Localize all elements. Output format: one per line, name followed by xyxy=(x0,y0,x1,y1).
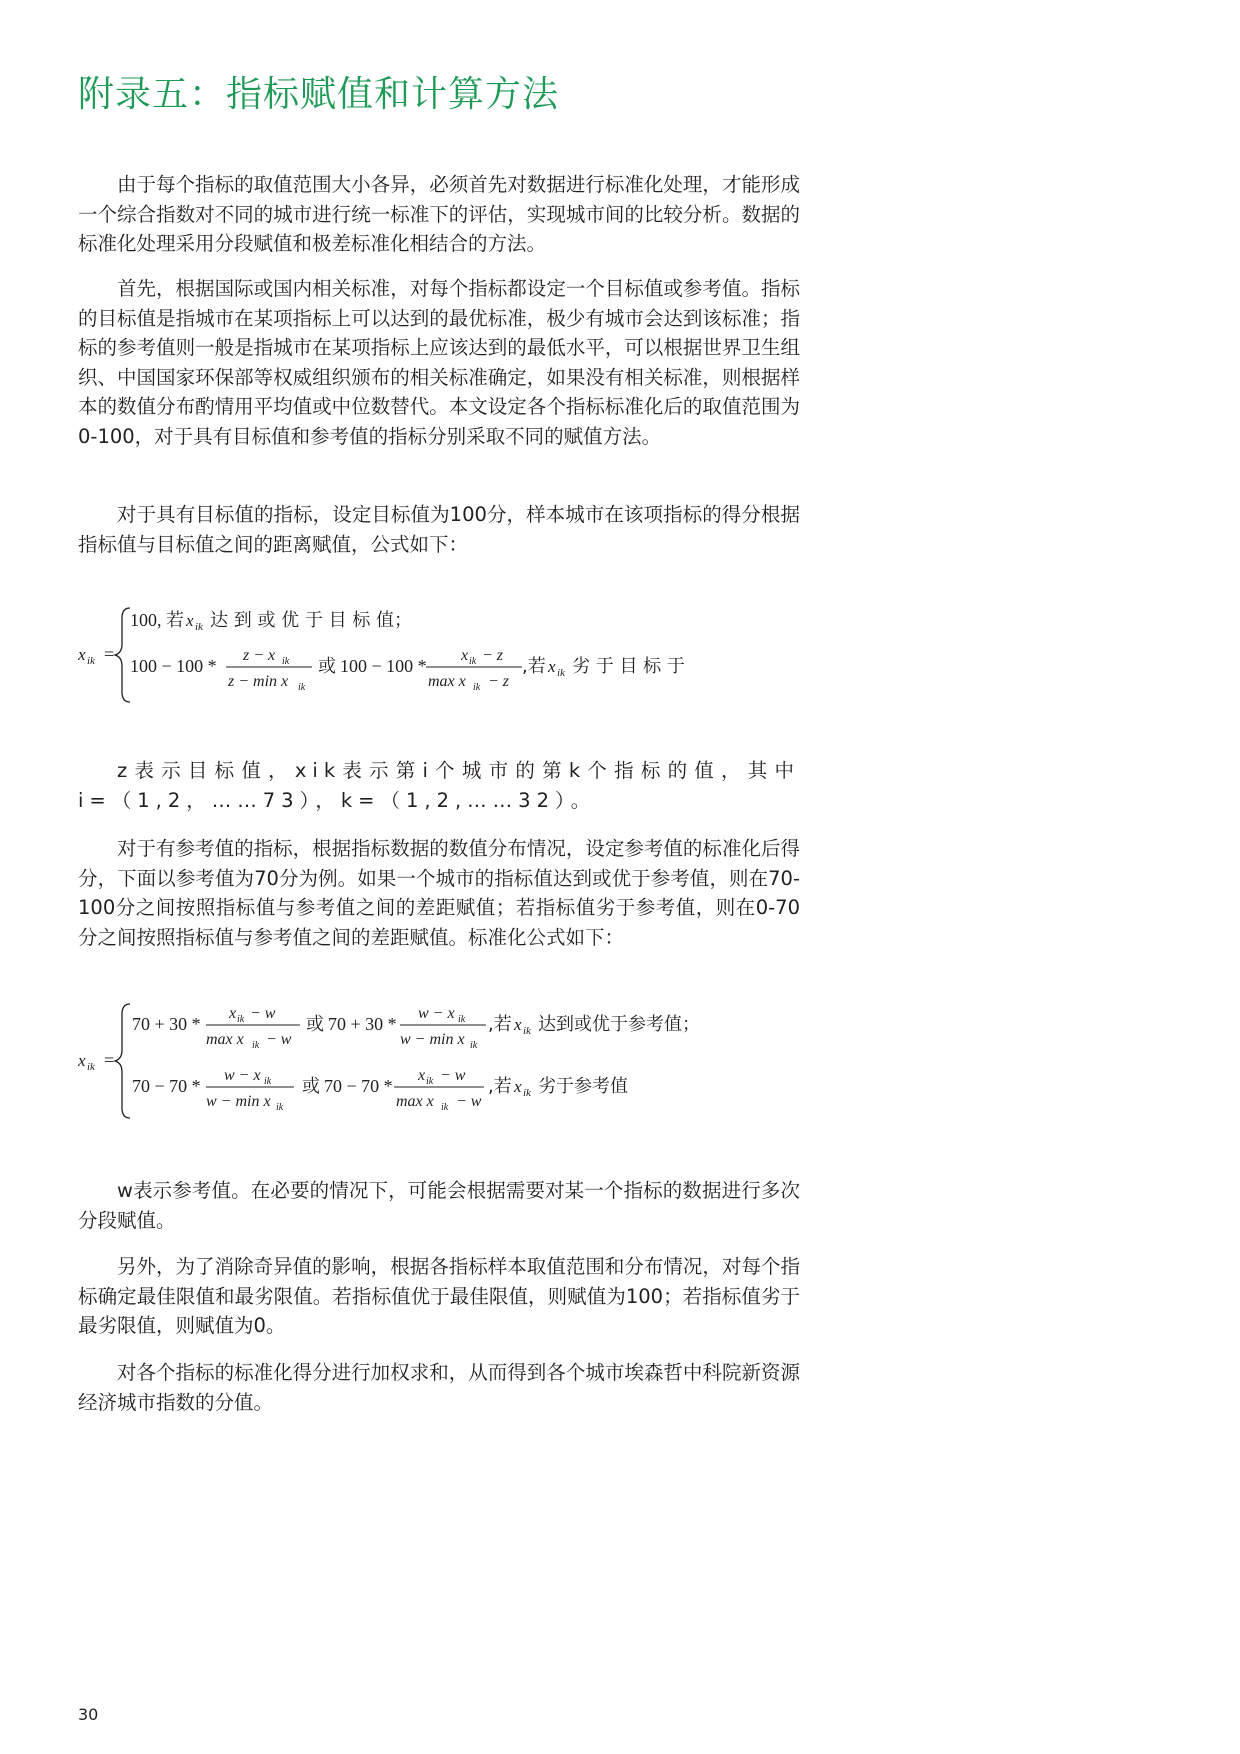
f2-case1-frac2-num-sub: ik xyxy=(458,1014,466,1025)
f2-case1-condition: 达到或优于参考值； xyxy=(538,1014,700,1035)
f2-case1-frac2-den: w − min x xyxy=(400,1031,465,1048)
f2-case2-condition: 劣于参考值 xyxy=(538,1076,628,1097)
case2-or: 或 xyxy=(318,656,336,677)
case2-frac2-num-sub: ik xyxy=(469,656,477,667)
f2-case2-frac2-num-tail: − w xyxy=(440,1067,466,1084)
case2-prefix-b: 100 − 100 * xyxy=(340,656,427,676)
f2-case1-prefix-b: 70 + 30 * xyxy=(328,1014,397,1034)
f2-case2-frac1-den: w − min x xyxy=(206,1093,271,1110)
f2-case1-frac2-num: w − x xyxy=(418,1005,455,1022)
case2-frac1-num-sub: ik xyxy=(282,656,290,667)
f2-case2-frac2-num-sub: ik xyxy=(426,1076,434,1087)
f2-case2-frac1-num-sub: ik xyxy=(264,1076,272,1087)
formula2-lhs-sub: ik xyxy=(87,1061,95,1073)
formula-equals: = xyxy=(104,644,115,664)
case2-x-sub: ik xyxy=(557,667,565,679)
f2-case1-x: x xyxy=(514,1015,522,1034)
left-brace xyxy=(115,608,130,702)
case1-value: 100, xyxy=(130,610,162,630)
f2-case2-x-sub: ik xyxy=(523,1087,531,1099)
formula2-lhs xyxy=(78,1050,114,1073)
case2-frac1-num: z − x xyxy=(243,647,276,664)
f2-case2-or: 或 xyxy=(302,1076,320,1097)
case1-if: 若 xyxy=(166,610,184,631)
f2-case1-frac2-den-sub: ik xyxy=(470,1040,478,1051)
case2-if: ,若 xyxy=(522,656,546,677)
formula-lhs xyxy=(78,644,114,667)
f2-case1-frac1-num: x xyxy=(229,1005,237,1022)
f2-case1-x-sub: ik xyxy=(523,1025,531,1037)
variable-definition-paragraph: z表示目标值，xik表示第i个城市的第k个指标的值，其中i=（1,2，……73），k=（1,2,……32）。 xyxy=(78,759,800,812)
case2-condition: 劣 于 目 标 于 xyxy=(572,656,685,677)
formula2-lhs-var: x xyxy=(78,1051,86,1070)
target-value-paragraph: 对于具有目标值的指标，设定目标值为100分，样本城市在该项指标的得分根据指标值与目标值之间的距离赋值，公式如下： xyxy=(78,503,800,556)
f2-case2-x: x xyxy=(514,1077,522,1096)
formula-lhs-sub: ik xyxy=(87,655,95,667)
f2-case2-frac1-den-sub: ik xyxy=(276,1102,284,1113)
case1-condition: 达 到 或 优 于 目 标 值； xyxy=(210,610,413,631)
reference-value-paragraph: 对于有参考值的指标，根据指标数据的数值分布情况，设定参考值的标准化后得分，下面以参考值为70分为例。如果一个城市的指标值达到或优于参考值，则在70-100分之间按照指标值与参考值之间的差距赋值；若指标值劣于参考值，则在0-70分之间按照指标值与参考值之间的差距赋值。标准化公式如下： xyxy=(78,837,800,949)
f2-case1-if: ,若 xyxy=(488,1014,512,1035)
f2-case2-prefix-a: 70 − 70 * xyxy=(132,1076,201,1096)
f2-case2-frac2-den: max x xyxy=(396,1093,434,1110)
f2-case2-prefix-b: 70 − 70 * xyxy=(324,1076,393,1096)
case2-frac2-num: x xyxy=(461,647,469,664)
target-value-formula xyxy=(78,600,798,710)
f2-case2-frac1-num: w − x xyxy=(224,1067,261,1084)
outlier-paragraph: 另外，为了消除奇异值的影响，根据各指标样本取值范围和分布情况，对每个指标确定最佳限值和最劣限值。若指标值优于最佳限值，则赋值为100；若指标值劣于最劣限值，则赋值为0。 xyxy=(78,1255,800,1337)
case2-frac2-num-tail: − z xyxy=(482,647,504,664)
f2-case1-or: 或 xyxy=(306,1014,324,1035)
case2-frac2-den-tail: − z xyxy=(488,673,510,690)
f2-case1-frac1-num-tail: − w xyxy=(250,1005,276,1022)
reference-definition-paragraph: w表示参考值。在必要的情况下，可能会根据需要对某一个指标的数据进行多次分段赋值。 xyxy=(78,1179,800,1232)
case2-x: x xyxy=(548,657,556,676)
left-brace xyxy=(115,1004,130,1118)
formula-lhs-var: x xyxy=(78,645,86,664)
f2-case2-frac2-num: x xyxy=(418,1067,426,1084)
f2-case2-if: ,若 xyxy=(488,1076,512,1097)
f2-case1-frac1-den-tail: − w xyxy=(266,1031,292,1048)
f2-case1-frac1-den: max x xyxy=(206,1031,244,1048)
standards-paragraph: 首先，根据国际或国内相关标准，对每个指标都设定一个目标值或参考值。指标的目标值是指城市在某项指标上可以达到的最优标准，极少有城市会达到该标准；指标的参考值则一般是指城市在某项指标上应该达到的最低水平，可以根据世界卫生组织、中国国家环保部等权威组织颁布的相关标准确定，如果没有相关标准，则根据样本的数值分布酌情用平均值或中位数替代。本文设定各个指标标准化后的取值范围为0-100，对于具有目标值和参考值的指标分别采取不同的赋值方法。 xyxy=(78,277,800,448)
f2-case1-frac1-num-sub: ik xyxy=(237,1014,245,1025)
case2-frac1-den: z − min x xyxy=(228,673,289,690)
page-number: 30 xyxy=(78,1705,99,1724)
intro-paragraph: 由于每个指标的取值范围大小各异，必须首先对数据进行标准化处理，才能形成一个综合指数对不同的城市进行统一标准下的评估，实现城市间的比较分析。数据的标准化处理采用分段赋值和极差标准化相结合的方法。 xyxy=(78,173,800,255)
formula2-equals: = xyxy=(104,1050,115,1070)
case1-x-sub: ik xyxy=(195,621,203,633)
f2-case1-frac1-den-sub: ik xyxy=(252,1040,260,1051)
f2-case1-prefix-a: 70 + 30 * xyxy=(132,1014,201,1034)
case2-prefix-a: 100 − 100 * xyxy=(130,656,217,676)
case2-frac2-den-sub: ik xyxy=(473,682,481,693)
case2-frac1-den-sub: ik xyxy=(298,682,306,693)
page-title: 附录五：指标赋值和计算方法 xyxy=(78,74,560,115)
case2-frac2-den: max x xyxy=(428,673,466,690)
case1-x: x xyxy=(186,611,194,630)
f2-case2-frac2-den-tail: − w xyxy=(456,1093,482,1110)
weighted-sum-paragraph: 对各个指标的标准化得分进行加权求和，从而得到各个城市埃森哲中科院新资源经济城市指数的分值。 xyxy=(78,1361,800,1414)
reference-value-formula xyxy=(78,998,798,1128)
f2-case2-frac2-den-sub: ik xyxy=(441,1102,449,1113)
